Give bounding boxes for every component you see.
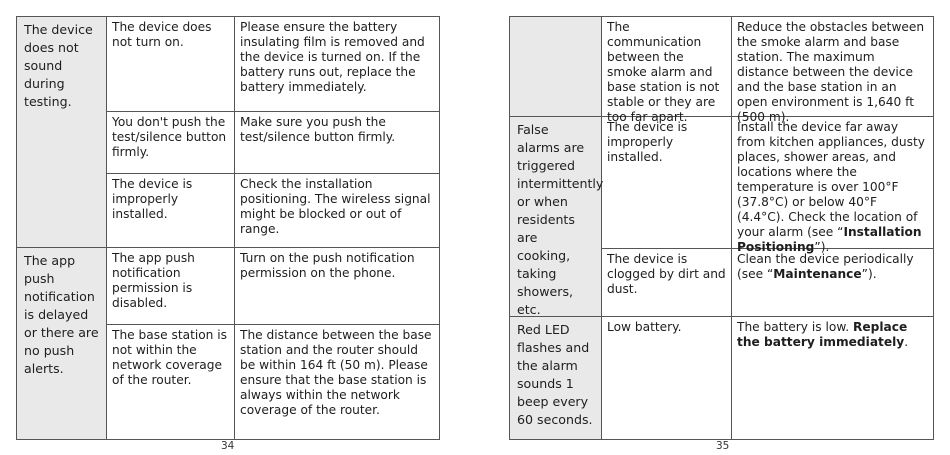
solution-text: Clean the device periodically (see “ (737, 252, 914, 281)
symptom-text: False alarms are triggered intermittently or when residents are cooking, taking showers, etc. (517, 122, 604, 317)
cause-text: The device does not turn on. (112, 20, 212, 49)
cause-cell (107, 17, 235, 112)
solution-text: Reduce the obstacles between the smoke alarm and base station. The maximum distance between the device and the base station in an open environment is 1,640 ft (500 m). (737, 20, 925, 124)
solution-cell (235, 112, 440, 174)
solution-text: Check the installation positioning. The wireless signal might be blocked or out of range. (240, 177, 431, 236)
solution-cell (732, 117, 934, 254)
solution-text-end: . (904, 335, 909, 349)
cause-text: The base station is not within the network coverage of the router. (112, 328, 228, 387)
cause-cell (107, 112, 235, 174)
solution-text: The battery is low. (737, 320, 853, 334)
cause-text: The device is improperly installed. (112, 177, 193, 221)
cause-cell (602, 17, 732, 124)
solution-cell (732, 317, 934, 440)
symptom-text: Red LED flashes and the alarm sounds 1 beep every 60 seconds. (517, 322, 593, 427)
symptom-cell (17, 17, 107, 248)
solution-bold: Replace the battery immediately (737, 320, 908, 349)
solution-text: Install the device far away from kitchen appliances, dusty places, shower areas, and locations where the temperature is over 100°F (37.8°C) or below 40°F (4.4°C). Check the location of your alarm (see “ (737, 120, 925, 239)
cause-text: Low battery. (607, 320, 682, 334)
solution-cell (235, 325, 440, 440)
solution-bold: Maintenance (773, 267, 862, 281)
cause-cell (602, 317, 732, 440)
cause-text: The device is clogged by dirt and dust. (607, 252, 726, 296)
symptom-cell (510, 317, 602, 440)
solution-cell (732, 249, 934, 317)
solution-text-end: ”). (861, 267, 877, 281)
symptom-text: The device does not sound during testing. (24, 22, 93, 109)
cause-text: You don't push the test/silence button firmly. (112, 115, 227, 159)
cause-cell (107, 325, 235, 440)
cause-cell (107, 248, 235, 325)
page-number: 35 (716, 440, 730, 452)
cause-cell (602, 117, 732, 249)
solution-cell (235, 17, 440, 112)
symptom-cell (17, 248, 107, 440)
solution-text: Make sure you push the test/silence button firmly. (240, 115, 396, 144)
solution-cell (235, 248, 440, 325)
solution-text-end: ”). (814, 240, 830, 254)
cause-cell (602, 249, 732, 317)
symptom-text: The app push notification is delayed or there are no push alerts. (24, 253, 99, 376)
cause-text: The communication between the smoke alarm and base station is not stable or they are too far apart. (607, 20, 720, 124)
solution-text: Turn on the push notification permission on the phone. (240, 251, 415, 280)
solution-text: Please ensure the battery insulating film is removed and the device is turned on. If the battery runs out, replace the battery immediately. (240, 20, 425, 94)
solution-bold: Installation Positioning (737, 225, 922, 254)
solution-cell (732, 17, 934, 124)
troubleshooting-table-left (16, 16, 440, 440)
right-page (475, 0, 950, 455)
symptom-cell (510, 17, 602, 117)
troubleshooting-table-right (509, 16, 934, 440)
cause-cell (107, 174, 235, 248)
symptom-cell (510, 117, 602, 317)
page-number: 34 (221, 440, 235, 452)
solution-text: The distance between the base station and the router should be within 164 ft (50 m). Please ensure that the base station is always within the network coverage of the router. (240, 328, 432, 417)
cause-text: The app push notification permission is disabled. (112, 251, 195, 310)
solution-cell (235, 174, 440, 248)
cause-text: The device is improperly installed. (607, 120, 688, 164)
